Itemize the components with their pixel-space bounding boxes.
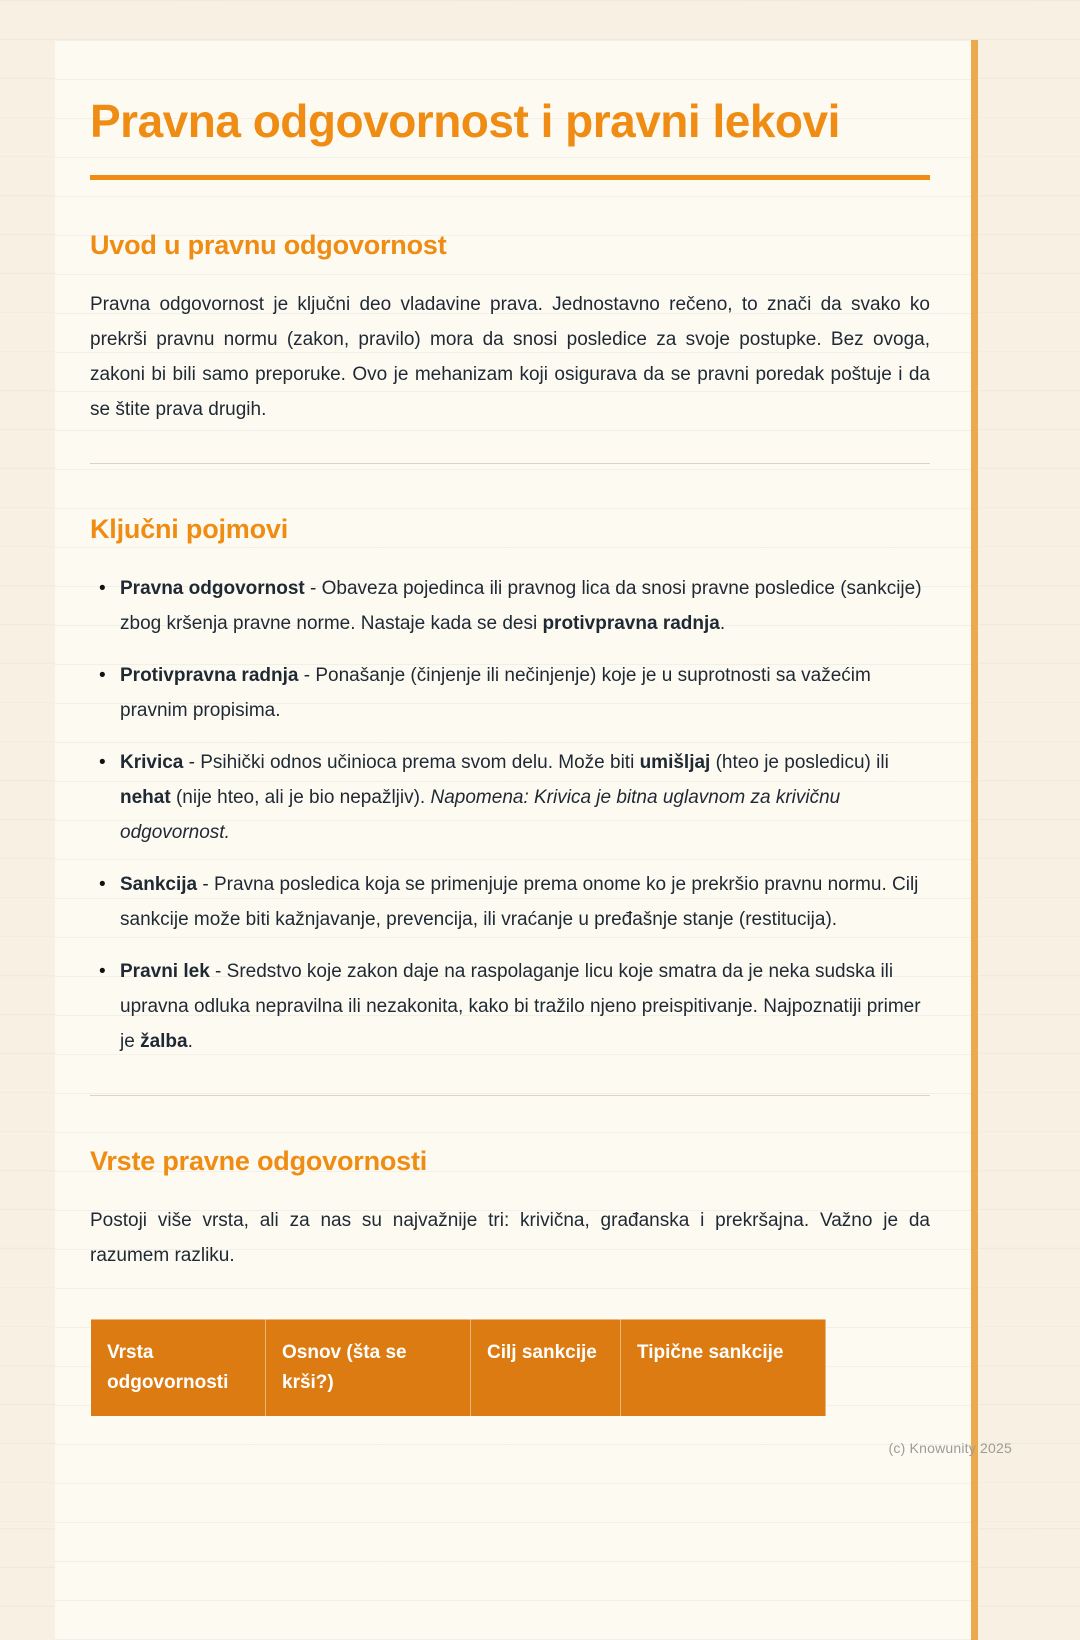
page-title: Pravna odgovornost i pravni lekovi [90, 95, 840, 147]
list-item-text: Pravna odgovornost - Obaveza pojedinca ili pravnog lica da snosi pravne posledice (sankcije) zbog kršenja pravne norme. Nastaje kada se desi protivpravna radnja. [120, 577, 922, 634]
table-header-row [91, 1319, 826, 1416]
section-heading-vrste: Vrste pravne odgovornosti [90, 1145, 428, 1176]
section-divider [90, 1095, 930, 1096]
responsibility-types-table [90, 1319, 826, 1417]
list-item [90, 954, 930, 1059]
table-header-sankcije: Tipične sankcije [621, 1319, 826, 1416]
title-underline-rule [90, 175, 930, 180]
list-item-text: Pravni lek - Sredstvo koje zakon daje na raspolaganje licu koje smatra da je neka sudska ili upravna odluka nepravilna ili nezakonita, kako bi tražilo njeno preispitivanje. Najpoznatiji primer je žalba. [120, 960, 921, 1052]
table-header-vrsta: Vrsta odgovornosti [91, 1319, 266, 1416]
key-terms-list [90, 571, 930, 1059]
watermark: (c) Knowunity 2025 [888, 1440, 1012, 1456]
paragraph-uvod: Pravna odgovornost je ključni deo vladavine prava. Jednostavno rečeno, to znači da svako ko prekrši pravnu normu (zakon, pravilo) mora da snosi posledice za svoje postupke. Bez ovoga, zakoni bi bili samo preporuke. Ovo je mehanizam koji osigurava da se pravni poredak poštuje i da se štite prava drugih. [90, 293, 930, 420]
list-item-text: Krivica - Psihički odnos učinioca prema svom delu. Može biti umišljaj (hteo je posledicu) ili nehat (nije hteo, ali je bio nepažljiv). Napomena: Krivica je bitna uglavnom za krivičnu odgovornost. [120, 751, 889, 843]
list-item [90, 867, 930, 937]
list-item [90, 571, 930, 641]
section-heading-kljucni-pojmovi: Ključni pojmovi [90, 513, 289, 544]
table-header-cilj: Cilj sankcije [471, 1319, 621, 1416]
section-divider [90, 463, 930, 464]
list-item-text: Sankcija - Pravna posledica koja se primenjuje prema onome ko je prekršio pravnu normu. Cilj sankcije može biti kažnjavanje, prevencija, ili vraćanje u pređašnje stanje (restitucija). [120, 873, 919, 930]
section-heading-uvod: Uvod u pravnu odgovornost [90, 229, 447, 260]
list-item [90, 658, 930, 728]
paragraph-vrste: Postoji više vrsta, ali za nas su najvažnije tri: krivična, građanska i prekršajna. Važno je da razumem razliku. [90, 1209, 930, 1266]
right-edge-stripe [971, 40, 978, 1640]
table-header-osnov: Osnov (šta se krši?) [266, 1319, 471, 1416]
document-card [55, 40, 971, 1640]
list-item [90, 745, 930, 850]
list-item-text: Protivpravna radnja - Ponašanje (činjenje ili nečinjenje) koje je u suprotnosti sa važećim pravnim propisima. [120, 664, 871, 721]
